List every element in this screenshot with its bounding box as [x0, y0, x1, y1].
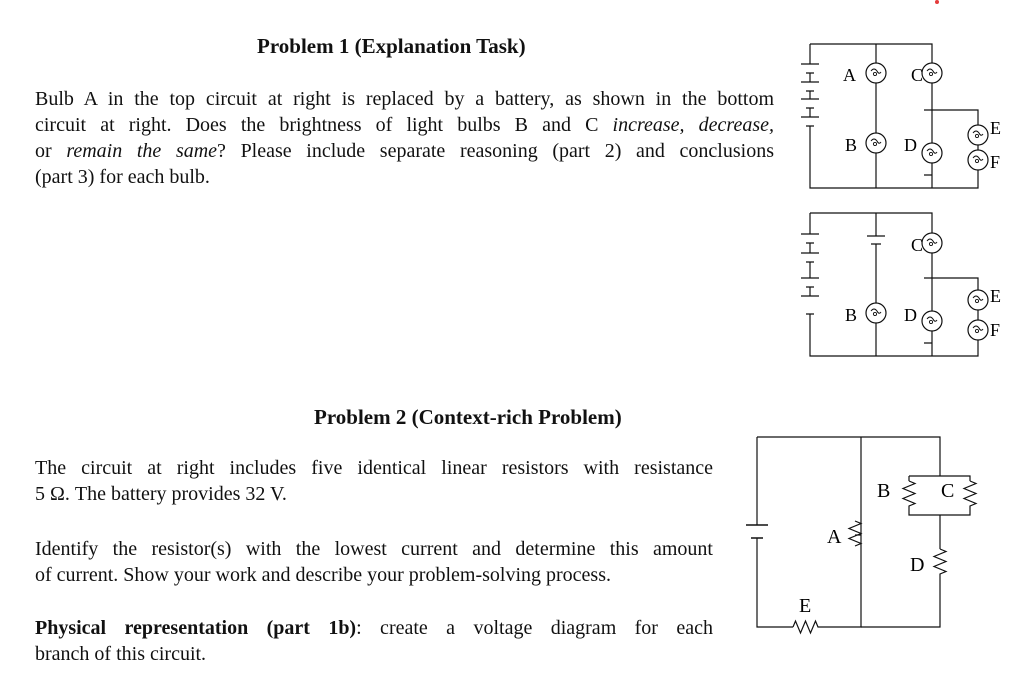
problem2-para1-line-2: 5 Ω. The battery provides 32 V.: [35, 483, 287, 505]
bulb-c-middle-icon: [922, 233, 942, 253]
problem2-part-line-2: branch of this circuit.: [35, 643, 207, 665]
problem1-line-2-text: circuit at right. Does the brightness of light bulbs B and C: [35, 114, 599, 136]
bulb-d-icon: [922, 143, 942, 163]
bulb-b-middle-icon: [866, 303, 886, 323]
label-a-bottom: A: [827, 526, 842, 548]
bulb-a-icon: [866, 63, 886, 83]
bulb-b-icon: [866, 133, 886, 153]
label-a-top: A: [843, 65, 856, 85]
problem1-line-3-or: or: [35, 140, 52, 162]
label-e-bottom: E: [799, 595, 812, 617]
label-f-middle: F: [990, 320, 1001, 340]
emph-options: increase, decrease,: [612, 114, 774, 136]
problem2-para2-line-2: of current. Show your work and describe your problem-solving process.: [35, 564, 611, 586]
bulb-c-icon: [922, 63, 942, 83]
resistor-e-icon: [793, 621, 821, 633]
resistor-b-icon: [903, 481, 915, 511]
bulb-f-icon: [968, 150, 988, 170]
label-e-top: E: [990, 118, 1001, 138]
label-f-top: F: [990, 152, 1001, 172]
resistor-d-icon: [934, 549, 946, 578]
bulb-e-icon: [968, 125, 988, 145]
part-label: Physical representation (part 1b): [35, 617, 357, 639]
bulb-e-middle-icon: [968, 290, 988, 310]
problem2-para2-line-1: Identify the resistor(s) with the lowest current and determine this amount: [35, 538, 713, 560]
bulb-d-middle-icon: [922, 311, 942, 331]
resistor-a-icon: [849, 521, 861, 546]
label-b-middle: B: [845, 305, 858, 325]
problem1-line-4: (part 3) for each bulb.: [35, 166, 210, 188]
label-d-top: D: [904, 135, 917, 155]
problem2-para1-line-1: The circuit at right includes five identical linear resistors with resistance: [35, 457, 713, 479]
bulb-f-middle-icon: [968, 320, 988, 340]
label-c-middle: C: [911, 235, 924, 255]
label-b-top: B: [845, 135, 858, 155]
circuit-top: [801, 44, 978, 188]
label-d-bottom: D: [910, 554, 925, 576]
label-c-top: C: [911, 65, 924, 85]
part-text-1: : create a voltage diagram for each: [356, 617, 713, 639]
problem1-title: Problem 1 (Explanation Task): [257, 34, 526, 58]
circuit-bottom: [746, 437, 976, 633]
problem1-line-1: Bulb A in the top circuit at right is replaced by a battery, as shown in the bottom: [35, 88, 774, 110]
problem2-title: Problem 2 (Context-rich Problem): [314, 405, 622, 429]
label-c-bottom: C: [941, 480, 955, 502]
emph-same: remain the same: [66, 140, 218, 162]
label-d-middle: D: [904, 305, 917, 325]
circuit-middle: [801, 213, 978, 356]
label-e-middle: E: [990, 286, 1001, 306]
resistor-c-icon: [964, 481, 976, 511]
label-b-bottom: B: [877, 480, 891, 502]
problem1-line-3-text: ? Please include separate reasoning (part 2) and conclusions: [217, 140, 774, 162]
